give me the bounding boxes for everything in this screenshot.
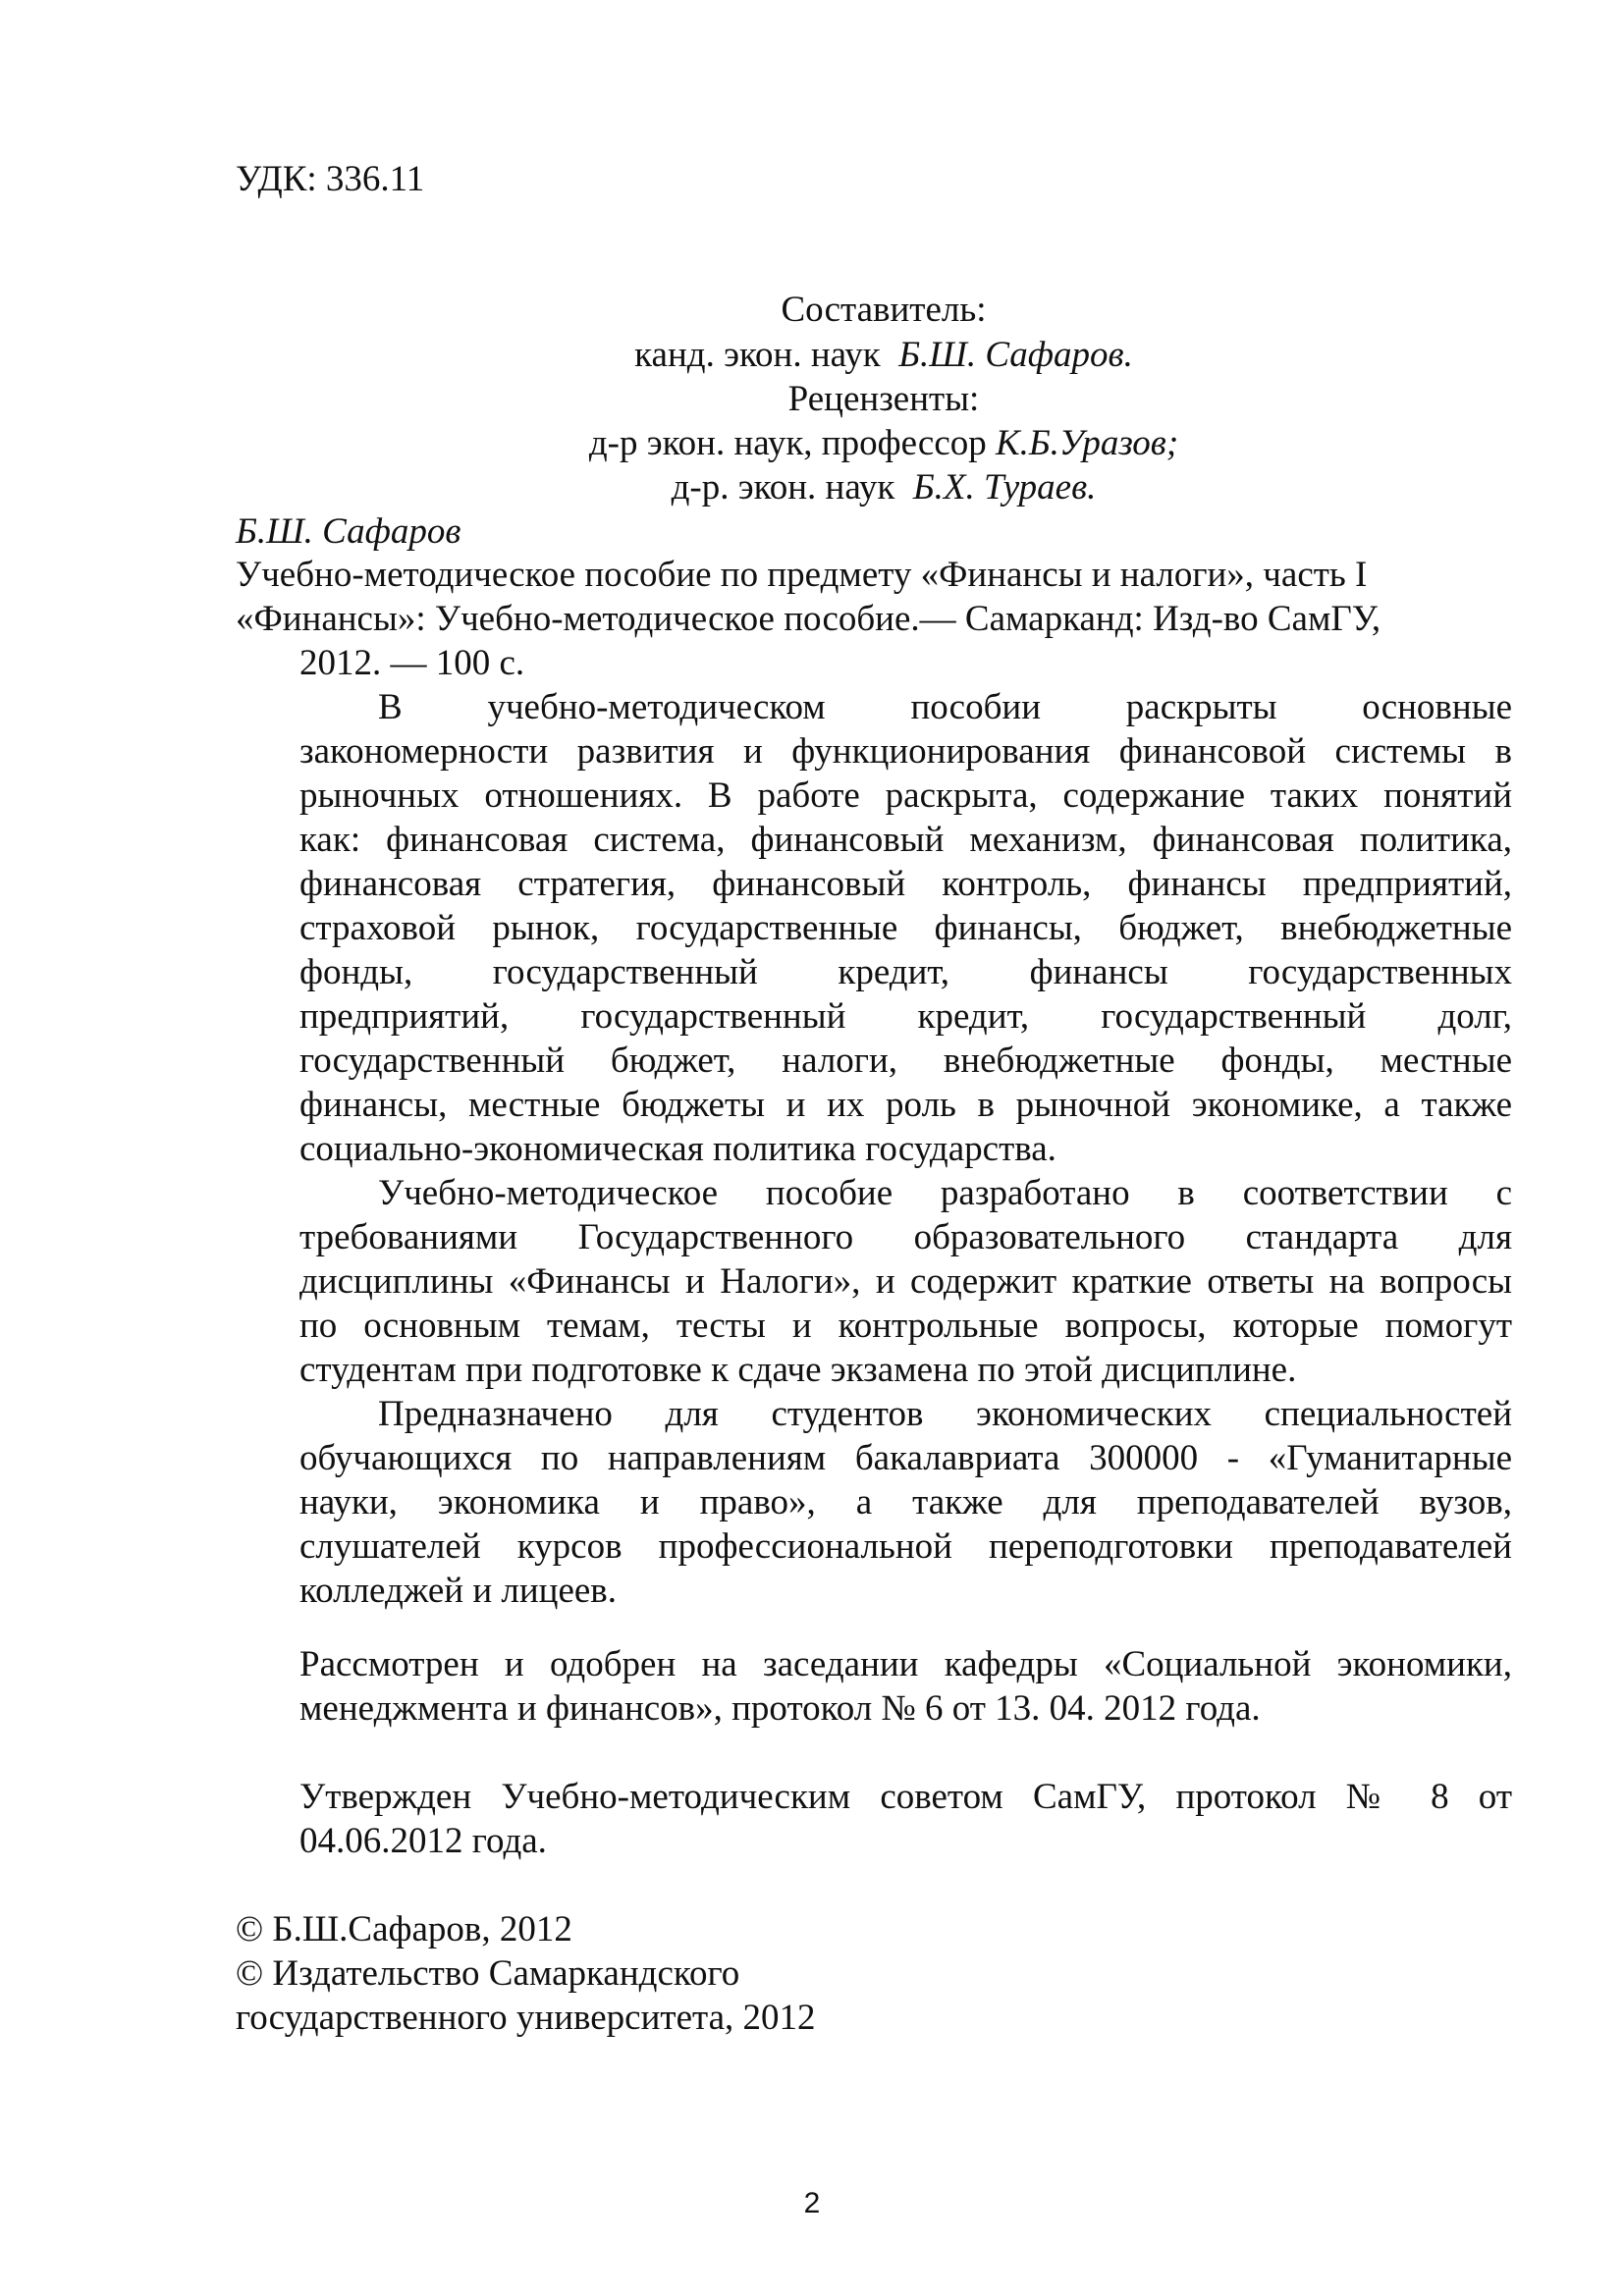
compiler-name: Б.Ш. Сафаров. bbox=[898, 335, 1133, 375]
abstract-line: слушателей курсов профессиональной переподготовки преподавателей bbox=[299, 1526, 1512, 1567]
abstract-line: предприятий, государственный кредит, государственный долг, bbox=[299, 996, 1512, 1037]
reviewer2-name: Б.Х. Тураев. bbox=[912, 467, 1097, 507]
abstract-line: по основным темам, тесты и контрольные вопросы, которые помогут bbox=[299, 1306, 1512, 1346]
author-name: Б.Ш. Сафаров bbox=[236, 511, 461, 552]
abstract-line: науки, экономика и право», а также для преподавателей вузов, bbox=[299, 1482, 1512, 1522]
compiler-label: Составитель: bbox=[781, 290, 987, 330]
copyright-line: © Б.Ш.Сафаров, 2012 bbox=[236, 1909, 572, 1949]
copyright-line: государственного университета, 2012 bbox=[236, 1998, 816, 2038]
abstract-line: обучающихся по направлениям бакалавриата 300000 - «Гуманитарные bbox=[299, 1438, 1512, 1478]
abstract-line: студентам при подготовке к сдаче экзамена по этой дисциплине. bbox=[299, 1350, 1297, 1390]
page-number: 2 bbox=[803, 2187, 821, 2219]
reviewer2-degree: д-р. экон. наук bbox=[671, 467, 895, 507]
reviewer1-name: К.Б.Уразов; bbox=[996, 423, 1179, 463]
abstract-line: дисциплины «Финансы и Налоги», и содержит краткие ответы на вопросы bbox=[299, 1261, 1512, 1302]
abstract-line: социально-экономическая политика государства. bbox=[299, 1129, 1056, 1169]
approved-line: 04.06.2012 года. bbox=[299, 1821, 547, 1861]
copyright-line: © Издательство Самаркандского bbox=[236, 1953, 740, 1994]
abstract-line: финансовая стратегия, финансовый контроль, финансы предприятий, bbox=[299, 864, 1512, 904]
abstract-line: государственный бюджет, налоги, внебюджетные фонды, местные bbox=[299, 1041, 1512, 1081]
abstract-line: страховой рынок, государственные финансы, бюджет, внебюджетные bbox=[299, 908, 1512, 948]
abstract-line: требованиями Государственного образовательного стандарта для bbox=[299, 1217, 1512, 1257]
reviewer2-line bbox=[0, 465, 1624, 509]
abstract-line: как: финансовая система, финансовый механизм, финансовая политика, bbox=[299, 820, 1512, 860]
citation-line: «Финансы»: Учебно-методическое пособие.— Самарканд: Изд-во СамГУ, bbox=[236, 599, 1381, 639]
abstract-line: рыночных отношениях. В работе раскрыта, содержание таких понятий bbox=[299, 775, 1512, 816]
abstract-line: Учебно-методическое пособие разработано в соответствии с bbox=[378, 1173, 1512, 1213]
reviewers-label: Рецензенты: bbox=[787, 379, 980, 419]
approval-line: Рассмотрен и одобрен на заседании кафедры «Социальной экономики, bbox=[299, 1644, 1512, 1684]
abstract-line: Предназначено для студентов экономических специальностей bbox=[378, 1394, 1512, 1434]
reviewer1-line bbox=[0, 421, 1624, 465]
abstract-line: финансы, местные бюджеты и их роль в рыночной экономике, а также bbox=[299, 1085, 1512, 1125]
approval-line: менеджмента и финансов», протокол № 6 от 13. 04. 2012 года. bbox=[299, 1688, 1261, 1729]
abstract-line: В учебно-методическом пособии раскрыты основные bbox=[378, 687, 1512, 727]
abstract-line: колледжей и лицеев. bbox=[299, 1571, 618, 1611]
citation-line: Учебно-методическое пособие по предмету «Финансы и налоги», часть I bbox=[236, 555, 1368, 595]
udk-code: УДК: 336.11 bbox=[236, 159, 425, 199]
citation-line: 2012. — 100 с. bbox=[299, 643, 525, 683]
compiler-degree: канд. экон. наук bbox=[634, 335, 881, 375]
reviewer1-degree: д-р экон. наук, профессор bbox=[588, 423, 987, 463]
compiler-line bbox=[0, 333, 1624, 377]
approved-line: Утвержден Учебно-методическим советом СамГУ, протокол № 8 от bbox=[299, 1777, 1512, 1817]
abstract-line: закономерности развития и функционирования финансовой системы в bbox=[299, 731, 1512, 772]
abstract-line: фонды, государственный кредит, финансы государственных bbox=[299, 952, 1512, 992]
